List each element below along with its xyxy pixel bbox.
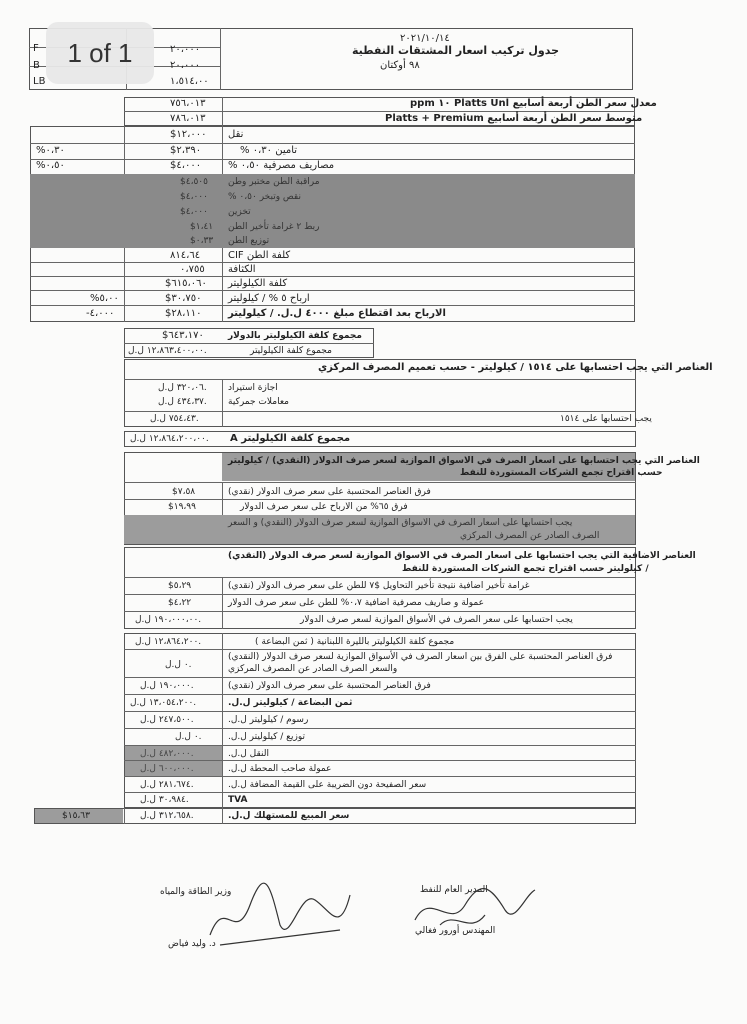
section2-heading-1: العناصر التي يجب احتسابها على اسعار الصرف في الاسواق الموازية لسعر صرف الدولار (النقدي) / كيلوليتر [228, 456, 700, 466]
final-row12-value: ٣١٢،٦٥٨ ل.ل. [140, 811, 194, 821]
final-row3-value: ٠ ل.ل. [165, 660, 192, 670]
page-indicator: 1 of 1 [46, 22, 154, 84]
final-row12-label: سعر المبيع للمستهلك ل.ل. [228, 811, 350, 821]
final-row10-value: ٢٨١،٦٧٤ ل.ل. [140, 780, 194, 790]
shaded-cost-5-label: توزيع الطن [228, 236, 270, 246]
shaded-cost-1-label: مراقبة الطن مختبر وطن [228, 177, 320, 187]
cif-profit-label: ارباح ٥ % / كيلوليتر [228, 293, 310, 304]
final-row9-value: ٦٠٠،٠٠٠ ل.ل. [140, 764, 194, 774]
cif-kl-cost-label: كلفة الكيلوليتر [228, 278, 288, 289]
header-title: جدول تركيب اسعار المشتقات النفطية [352, 44, 559, 57]
section2-row1-value: $٧،٥٨ [172, 487, 196, 497]
header-left-label-1: F [33, 43, 39, 54]
subsidy-customs-label: معاملات جمركية [228, 397, 289, 407]
platts-avg-label: معدل سعر الطن أربعة أسابيع Platts Unl ١٠ ppm [410, 98, 657, 109]
cif-net-profit-label: الارباح بعد اقتطاع مبلغ ٤٠٠٠ ل.ل. / كيلوليتر [228, 308, 446, 319]
shaded-costs-band [30, 174, 635, 248]
section3-heading-1: العناصر الاضافية التي يجب احتسابها على اسعار الصرف في الاسواق الموازية لسعر صرف الدولار (النقدي) [228, 551, 696, 561]
section2-note-1: يجب احتسابها على اسعار الصرف في الاسواق الموازية لسعر صرف الدولار (النقدي) و السعر [228, 518, 573, 528]
final-row4-value: ١٩٠،٠٠٠ ل.ل. [140, 681, 194, 691]
total-usd-value: $٦٤٣،١٧٠ [162, 330, 204, 341]
final-row5-value: ١٣،٠٥٤،٢٠٠ ل.ل. [130, 698, 197, 708]
final-row6-value: ٢٤٧،٥٠٠ ل.ل. [140, 715, 194, 725]
cost-transport-value: $١٢،٠٠٠ [170, 129, 207, 140]
section3-row2-value: $٤،٢٢ [168, 598, 192, 608]
section3-total-label: يجب احتسابها على سعر الصرف في الأسواق الموازية لسعر صرف الدولار [300, 615, 573, 625]
shaded-cost-4-label: ربط ٢ غرامة تأخير الطن [228, 222, 320, 232]
cif-density-value: ٠،٧٥٥ [180, 264, 205, 275]
cif-profit-pct: %٥،٠٠ [90, 293, 119, 304]
final-row9-label: عمولة صاحب المحطة ل.ل. [228, 764, 332, 774]
signature-right-name: المهندس أورور فغالي [415, 926, 496, 936]
final-row1-value: ١٢،٨٦٤،٢٠٠ ل.ل. [135, 637, 202, 647]
section2-note-2: الصرف الصادر عن المصرف المركزي [460, 531, 600, 541]
subsidy-total-value: ٧٥٤،٤٣ ل.ل. [150, 414, 199, 424]
subsidy-import-label: اجازة استيراد [228, 383, 278, 393]
header-left-label-2: B [33, 60, 40, 71]
cif-density-label: الكثافة [228, 264, 256, 275]
signature-right-title: المدير العام للنفط [420, 885, 488, 895]
section3-heading-2: / كيلوليتر حسب اقتراح تجمع الشركات المستوردة للنفط [402, 564, 649, 574]
cost-bank-pct: %٠،٥٠ [36, 160, 65, 171]
shaded-cost-3-value: $٤،٠٠٠ [180, 207, 208, 217]
shaded-cost-4-value: $١،٤١ [190, 222, 214, 232]
final-row11-label: TVA [228, 795, 248, 805]
final-row12-usd: $١٥،٦٣ [62, 811, 90, 821]
cif-net-profit-pct: -٤،٠٠٠ [86, 308, 115, 319]
final-row6-label: رسوم / كيلوليتر ل.ل. [228, 715, 309, 725]
header-left-value-3: ١،٥١٤،٠٠ [170, 76, 209, 87]
final-row2-label: فرق العناصر المحتسبة على الفرق بين اسعار الصرف في الأسواق الموازية لسعر صرف الدولار (النقدي) [228, 652, 613, 662]
final-row10-label: سعر الصفيحة دون الضريبة على القيمة المضافة ل.ل. [228, 780, 427, 790]
cost-insurance-label: تامين ٠،٣٠ % [240, 145, 298, 156]
header-left-value-1: ٢٠،٠٠٠ [170, 44, 201, 55]
shaded-cost-5-value: $٠،٣٣ [190, 236, 214, 246]
total-usd-label: مجموع كلفة الكيلوليتر بالدولار [228, 331, 362, 341]
cost-insurance-value: $٢،٣٩٠ [170, 145, 202, 156]
cost-bank-label: مصاريف مصرفية ٠،٥٠ % [228, 160, 335, 171]
section3-row1-value: $٥،٢٩ [168, 581, 192, 591]
cif-profit-value: $٣٠،٧٥٠ [165, 293, 202, 304]
platts-avg-value: ٧٥٦،٠١٣ [170, 98, 206, 109]
section2-heading-2: حسب اقتراح تجمع الشركات المستوردة للنفط [460, 468, 663, 478]
final-row7-label: توزيع / كيلوليتر ل.ل. [228, 732, 305, 742]
final-row4-label: فرق العناصر المحتسبة على سعر صرف الدولار (نقدي) [228, 681, 431, 691]
subsidy-total-label: يجب احتسابها على ١٥١٤ [560, 414, 652, 424]
header-date: ٢٠٢١/١٠/١٤ [400, 33, 450, 44]
cost-transport-label: نقل [228, 129, 244, 140]
total-lbp-label: مجموع كلفة الكيلوليتر [250, 346, 332, 356]
final-row8-label: النقل ل.ل. [228, 749, 269, 759]
platts-premium-label: متوسط سعر الطن أربعة أسابيع Platts + Premium [385, 113, 643, 124]
final-row1-label: مجموع كلفة الكيلوليتر بالليرة اللبنانية ( ثمن البضاعة ) [255, 637, 455, 647]
cif-cost-value: ٨١٤،٦٤ [170, 250, 201, 261]
header-left-label-3: LB [33, 76, 46, 87]
section2-row2-value: $١٩،٩٩ [168, 502, 196, 512]
signature-left-name: د. وليد فياض [168, 939, 216, 949]
section3-row1-label: غرامة تأخير اضافية نتيجة تأخير التحاويل $٧ للطن على سعر صرف الدولار (نقدي) [228, 581, 530, 591]
section2-row1-label: فرق العناصر المحتسبة على سعر صرف الدولار (نقدي) [228, 487, 431, 497]
final-row11-value: ٣٠،٩٨٤ ل.ل. [140, 795, 189, 805]
section3-row2-label: عمولة و صاريف مصرفية اضافية ٠،٧% للطن على سعر صرف الدولار [228, 598, 484, 608]
section2-row2-label: فرق ٦٥% من الارباح على سعر صرف الدولار [240, 502, 408, 512]
section3-total-value: ١٩٠،٠٠٠،٠٠ ل.ل. [135, 615, 202, 625]
final-row7-value: ٠ ل.ل. [175, 732, 202, 742]
total-a-label: مجموع كلفة الكيلوليتر A [230, 433, 351, 444]
final-row5-label: ثمن البضاعة / كيلوليتر ل.ل. [228, 698, 353, 708]
signature-left-mark [200, 875, 360, 955]
final-row3-label: والسعر الصرف الصادر عن المصرف المركزي [228, 664, 398, 674]
header-subtitle: ٩٨ أوكتان [380, 60, 420, 71]
shaded-cost-2-label: نقص وتبخر ٠،٥٠ % [228, 192, 301, 202]
shaded-cost-2-value: $٤،٠٠٠ [180, 192, 208, 202]
platts-premium-value: ٧٨٦،٠١٣ [170, 113, 206, 124]
shaded-cost-1-value: $٤،٥٠٥ [180, 177, 208, 187]
shaded-cost-3-label: تخزين [228, 207, 251, 217]
cost-insurance-pct: %٠،٣٠ [36, 145, 65, 156]
header-left-value-2: ٢٠،٠٠٠ [170, 60, 201, 71]
cif-cost-label: كلفة الطن CIF [228, 250, 291, 261]
final-row8-value: ٤٨٢،٠٠٠ ل.ل. [140, 749, 194, 759]
signature-left-title: وزير الطاقة والمياه [160, 887, 232, 897]
subsidy-heading: العناصر التي يجب احتسابها على ١٥١٤ / كيلوليتر - حسب تعميم المصرف المركزي [318, 362, 713, 373]
total-lbp-value: ١٢،٨٦٣،٤٠٠،٠٠ ل.ل. [128, 346, 207, 356]
cost-bank-value: $٤،٠٠٠ [170, 160, 202, 171]
signature-right-mark [410, 880, 540, 940]
subsidy-customs-value: ٤٣٤،٣٧ ل.ل. [158, 397, 207, 407]
total-a-value: ١٢،٨٦٤،٢٠٠،٠٠ ل.ل. [130, 434, 209, 444]
cif-net-profit-value: $٢٨،١١٠ [165, 308, 202, 319]
subsidy-import-value: ٣٢٠،٠٦ ل.ل. [158, 383, 207, 393]
cif-kl-cost-value: $٦١٥،٠٦٠ [165, 278, 207, 289]
